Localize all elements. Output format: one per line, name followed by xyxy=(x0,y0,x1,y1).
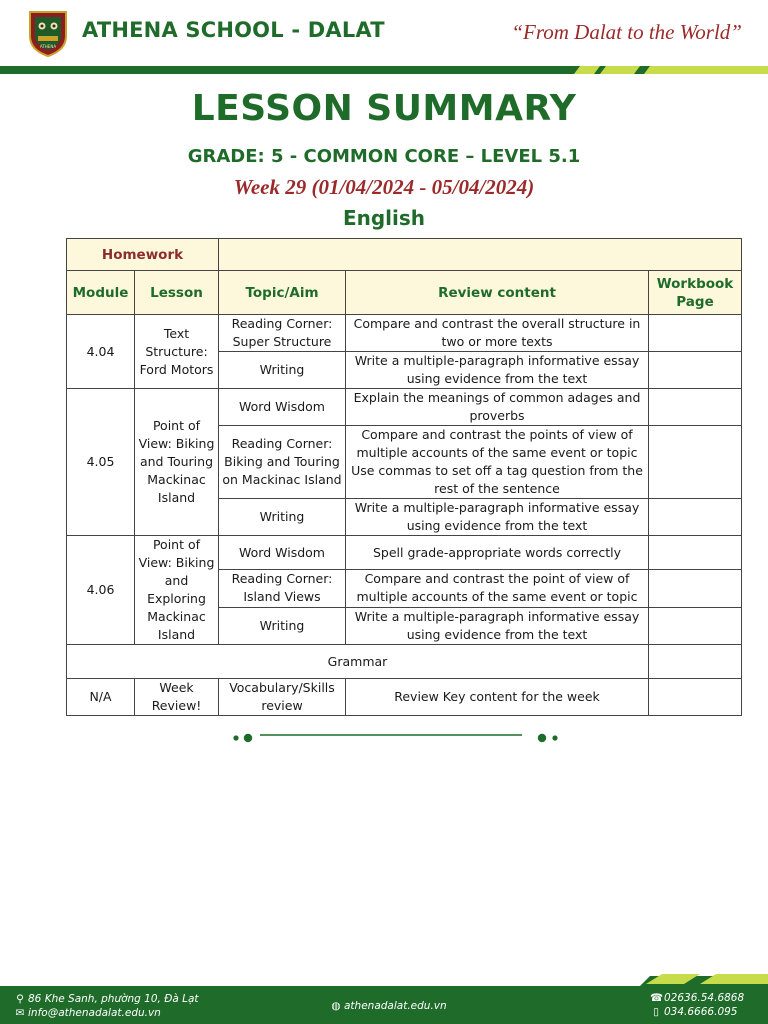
col-header-lesson: Lesson xyxy=(135,271,219,315)
decorative-divider xyxy=(232,730,562,746)
module-cell: 4.06 xyxy=(67,536,135,645)
lesson-cell: Point of View: Biking and Exploring Mackinac Island xyxy=(135,536,219,645)
table-row xyxy=(67,389,742,426)
review-cell: Compare and contrast the point of view of multiple accounts of the same event or topic xyxy=(346,570,649,607)
grammar-row xyxy=(67,645,742,679)
topic-cell: Writing xyxy=(219,607,346,644)
school-name: ATHENA SCHOOL - DALAT xyxy=(82,18,385,42)
review-cell: Write a multiple-paragraph informative essay using evidence from the text xyxy=(346,499,649,536)
globe-icon: ◍ xyxy=(331,1000,341,1012)
homework-cell xyxy=(219,239,742,271)
review-cell: Compare and contrast the points of view of multiple accounts of the same event or topic Use commas to set off a tag question from the rest of the sentence xyxy=(346,426,649,499)
table-row xyxy=(67,315,742,352)
grammar-label: Grammar xyxy=(67,645,649,679)
topic-cell: Word Wisdom xyxy=(219,536,346,570)
footer-email[interactable]: ✉ info@athenadalat.edu.vn xyxy=(15,1007,161,1019)
review-cell: Review Key content for the week xyxy=(346,679,649,716)
svg-text:ATHENA: ATHENA xyxy=(39,44,57,49)
table-header-row xyxy=(67,271,742,315)
topic-cell: Writing xyxy=(219,499,346,536)
homework-label: Homework xyxy=(67,239,219,271)
topic-cell: Reading Corner: Island Views xyxy=(219,570,346,607)
lesson-cell: Point of View: Biking and Touring Mackinac Island xyxy=(135,389,219,536)
topic-cell: Word Wisdom xyxy=(219,389,346,426)
phone-icon: ☎ xyxy=(650,992,664,1004)
col-header-topic: Topic/Aim xyxy=(219,271,346,315)
workbook-cell xyxy=(649,499,742,536)
workbook-cell xyxy=(649,607,742,644)
workbook-cell xyxy=(649,536,742,570)
school-crest-logo xyxy=(26,8,70,58)
grade-subtitle: GRADE: 5 - COMMON CORE – LEVEL 5.1 xyxy=(187,146,581,167)
email-icon: ✉ xyxy=(15,1007,25,1019)
week-subtitle: Week 29 (01/04/2024 - 05/04/2024) xyxy=(233,175,535,199)
table-row xyxy=(67,679,742,716)
review-cell: Explain the meanings of common adages and proverbs xyxy=(346,389,649,426)
lesson-table xyxy=(66,238,742,716)
review-cell: Write a multiple-paragraph informative essay using evidence from the text xyxy=(346,352,649,389)
page-title: LESSON SUMMARY xyxy=(191,88,577,129)
workbook-cell xyxy=(649,426,742,499)
table-row xyxy=(67,536,742,570)
footer-address: ⚲ 86 Khe Sanh, phường 10, Đà Lạt xyxy=(14,993,199,1005)
mobile-phone-icon: ▯ xyxy=(653,1006,659,1018)
module-cell: N/A xyxy=(67,679,135,716)
workbook-cell xyxy=(649,645,742,679)
module-cell: 4.04 xyxy=(67,315,135,389)
col-header-module: Module xyxy=(67,271,135,315)
footer-phone-1: ☎02636.54.6868 xyxy=(650,992,745,1004)
col-header-workbook: Workbook Page xyxy=(649,271,742,315)
subject-label: English xyxy=(342,206,426,230)
page-header xyxy=(0,0,768,75)
topic-cell: Vocabulary/Skills review xyxy=(219,679,346,716)
lesson-cell: Text Structure: Ford Motors xyxy=(135,315,219,389)
footer-phone-2: ▯ 034.6666.095 xyxy=(650,1006,737,1018)
footer-website[interactable]: ◍ athenadalat.edu.vn xyxy=(331,1000,447,1012)
review-cell: Write a multiple-paragraph informative essay using evidence from the text xyxy=(346,607,649,644)
workbook-cell xyxy=(649,352,742,389)
workbook-cell xyxy=(649,389,742,426)
lesson-cell: Week Review! xyxy=(135,679,219,716)
review-cell: Compare and contrast the overall structure in two or more texts xyxy=(346,315,649,352)
topic-cell: Reading Corner: Biking and Touring on Mackinac Island xyxy=(219,426,346,499)
workbook-cell xyxy=(649,315,742,352)
topic-cell: Reading Corner: Super Structure xyxy=(219,315,346,352)
topic-cell: Writing xyxy=(219,352,346,389)
school-motto: “From Dalat to the World” xyxy=(511,20,742,44)
review-cell: Spell grade-appropriate words correctly xyxy=(346,536,649,570)
col-header-review: Review content xyxy=(346,271,649,315)
header-stripe xyxy=(0,66,768,74)
module-cell: 4.05 xyxy=(67,389,135,536)
workbook-cell xyxy=(649,570,742,607)
workbook-cell xyxy=(649,679,742,716)
location-pin-icon: ⚲ xyxy=(16,993,24,1005)
